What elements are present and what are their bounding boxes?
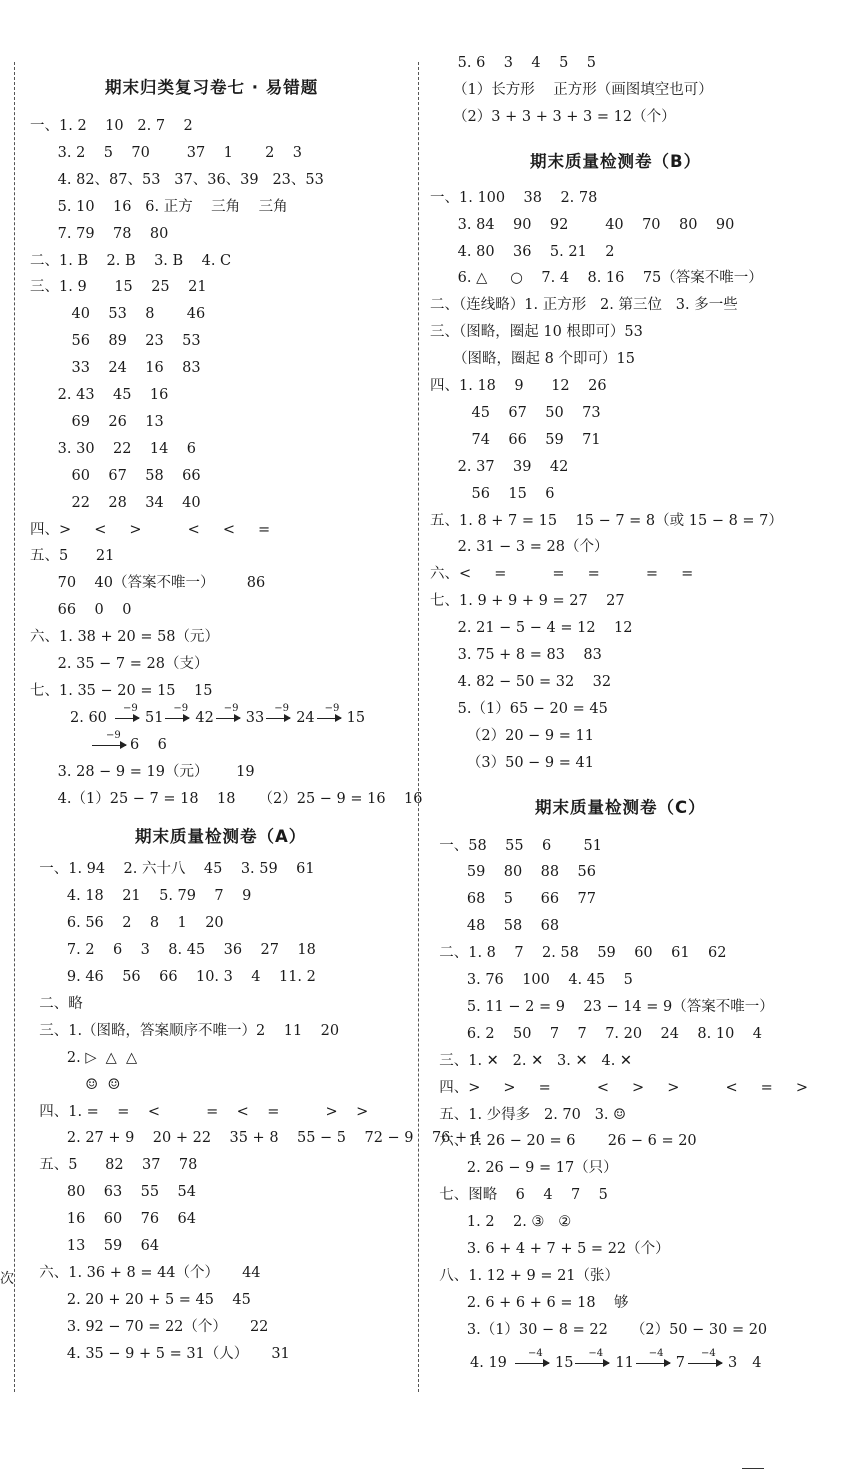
chain1-step-label: −9 — [106, 729, 121, 741]
answer-line: 三、1.（图略，答案顺序不唯一）2 11 20 — [30, 1022, 340, 1039]
chain1-value: 51 — [145, 709, 164, 726]
answer-line: 八、1. 12 + 9 = 21（张） — [430, 1267, 620, 1284]
answer-line: 33 24 16 83 — [30, 360, 201, 377]
answer-line: 22 28 34 40 — [30, 494, 201, 511]
answer-line: 5.（1）65 − 20 = 45 — [430, 700, 608, 717]
chain1-step-label: −9 — [223, 702, 239, 714]
chain2-value: 11 — [615, 1354, 634, 1371]
answer-line: 3. 75 + 8 = 83 83 — [430, 647, 602, 663]
answer-line: 五、5 21 — [30, 548, 115, 565]
chain1-step-label: −9 — [123, 702, 138, 714]
answer-line: 66 0 0 — [30, 602, 132, 619]
answer-line: 56 89 23 53 — [30, 333, 201, 350]
chain1-step-label: −9 — [173, 702, 189, 714]
answer-line: 3. 2 5 70 37 1 2 3 — [30, 144, 303, 161]
chain2-value: 15 — [555, 1354, 574, 1371]
answer-line: 70 40（答案不唯一） 86 — [30, 575, 266, 592]
left-column — [30, 56, 481, 1396]
chain2-step-label: −4 — [528, 1347, 543, 1359]
answer-line: 3.（1）30 − 8 = 22 （2）50 − 30 = 20 — [430, 1321, 768, 1338]
chain1-value: 2. 60 — [70, 709, 107, 726]
chain2-value: 4. 19 — [470, 1354, 507, 1371]
chain1-value: 33 — [245, 709, 265, 726]
answer-line: 2. 6 + 6 + 6 = 18 够 — [430, 1294, 629, 1311]
answer-line: 7. 79 78 80 — [30, 225, 169, 242]
chain2-arrow — [636, 1363, 670, 1364]
column-divider-line — [418, 62, 419, 1392]
answer-line: 3. 28 − 9 = 19（元） 19 — [30, 763, 255, 780]
answer-line: 二、1. 8 7 2. 58 59 60 61 62 — [430, 945, 727, 962]
answer-line: 6. △ ○ 7. 4 8. 16 75（答案不唯一） — [430, 270, 763, 287]
answer-line: 45 67 50 73 — [430, 404, 601, 421]
answer-line: 5. 6 3 4 5 5 — [430, 55, 596, 71]
section-title: 期末归类复习卷七 · 易错题 — [105, 78, 319, 97]
answer-line: 二、略 — [30, 995, 83, 1012]
answer-line: 3. 30 22 14 6 — [30, 440, 196, 457]
answer-line: 四、1. = = < = < = > > — [30, 1103, 369, 1120]
chain2-step-label: −4 — [701, 1347, 716, 1359]
answer-line: 80 63 55 54 — [30, 1184, 196, 1201]
answer-line: 一、1. 94 2. 六十八 45 3. 59 61 — [30, 861, 315, 878]
answer-line: （3）50 − 9 = 41 — [430, 754, 594, 771]
chain2-arrow — [575, 1363, 609, 1364]
chain1-value: 6 6 — [130, 736, 167, 753]
answer-line: 2. 21 − 5 − 4 = 12 12 — [430, 620, 633, 637]
answer-line: 69 26 13 — [30, 413, 164, 430]
answer-line: 三、（图略，圈起 10 根即可）53 — [430, 324, 643, 341]
answer-line: 六、1. 38 + 20 = 58（元） — [30, 629, 220, 646]
chain2-step-label: −4 — [648, 1347, 664, 1359]
answer-line: 3. 92 − 70 = 22（个） 22 — [30, 1318, 269, 1335]
answer-line: 五、1. 8 + 7 = 15 15 − 7 = 8（或 15 − 8 = 7） — [430, 512, 783, 529]
answer-line: 4. 80 36 5. 21 2 — [430, 243, 615, 260]
answer-line: 68 5 66 77 — [430, 891, 596, 908]
left-margin-line — [14, 62, 15, 1392]
answer-line: 7. 2 6 3 8. 45 36 27 18 — [30, 942, 316, 959]
answer-line: 2. 37 39 42 — [430, 458, 569, 475]
answer-line: 2. 26 − 9 = 17（只） — [430, 1160, 618, 1177]
chain1-arrow — [216, 718, 240, 719]
chain2-value: 4 — [752, 1354, 762, 1371]
chain2-step-label: −4 — [588, 1347, 604, 1359]
answer-line: 六、1. 26 − 20 = 6 26 − 6 = 20 — [430, 1133, 697, 1150]
answer-line: 六、< = = = = = — [430, 566, 694, 583]
chain1-arrow — [92, 745, 126, 746]
answer-line: 4. 35 − 9 + 5 = 31（人） 31 — [30, 1345, 290, 1362]
answer-line: 4.（1）25 − 7 = 18 18 （2）25 − 9 = 16 16 — [30, 790, 423, 807]
answer-line: 3. 84 90 92 40 70 80 90 — [430, 216, 735, 233]
answer-line: 2. 35 − 7 = 28（支） — [30, 656, 209, 672]
answer-line: 74 66 59 71 — [430, 431, 601, 448]
answer-line: 三、1. ✕ 2. ✕ 3. ✕ 4. ✕ — [430, 1052, 633, 1069]
section-title: 期末质量检测卷（A） — [135, 827, 307, 847]
answer-line: 一、58 55 6 51 — [430, 837, 602, 854]
chain2-arrow — [688, 1363, 722, 1364]
section-title: 期末质量检测卷（B） — [530, 151, 702, 171]
answer-line: （1）长方形 正方形（画图填空也可） — [430, 81, 713, 98]
chain1-arrow — [266, 718, 290, 719]
answer-line: （2）3 + 3 + 3 + 3 = 12（个） — [430, 108, 676, 125]
answer-line: 七、图略 6 4 7 5 — [430, 1187, 608, 1204]
chain1-arrow — [115, 718, 139, 719]
answer-line: 59 80 88 56 — [430, 864, 596, 881]
answer-line: 4. 82、87、53 37、36、39 23、53 — [30, 171, 324, 188]
answer-line: 五、1. 少得多 2. 70 3. ☺ — [430, 1106, 627, 1123]
answer-line: 4. 18 21 5. 79 7 9 — [30, 888, 252, 905]
answer-line: 2. 31 − 3 = 28（个） — [430, 539, 609, 556]
answer-line: 2. 20 + 20 + 5 = 45 45 — [30, 1291, 251, 1308]
answer-line: （2）20 − 9 = 11 — [430, 727, 594, 744]
answer-line: （图略，圈起 8 个即可）15 — [430, 351, 635, 368]
answer-line: 3. 6 + 4 + 7 + 5 = 22（个） — [430, 1241, 670, 1257]
section-title: 期末质量检测卷（C） — [535, 797, 706, 817]
answer-line: 2. 43 45 16 — [30, 387, 169, 403]
answer-line: 4. 82 − 50 = 32 32 — [430, 673, 612, 690]
right-column — [430, 56, 838, 1396]
chain1-arrow — [317, 718, 341, 719]
chain1-step-label: −9 — [324, 702, 340, 714]
answer-line: 1. 2 2. ③ ② — [430, 1214, 572, 1231]
answer-line: 40 53 8 46 — [30, 306, 206, 323]
chain2-arrow — [515, 1363, 549, 1364]
answer-line: 9. 46 56 66 10. 3 4 11. 2 — [30, 969, 316, 985]
chain1-arrow — [165, 718, 189, 719]
answer-line: 五、5 82 37 78 — [30, 1157, 198, 1174]
answer-line: 二、（连线略）1. 正方形 2. 第三位 3. 多一些 — [430, 297, 738, 314]
answer-line: 3. 76 100 4. 45 5 — [430, 972, 633, 988]
edge-character: 次 — [0, 1271, 14, 1287]
answer-line: 2. 27 + 9 20 + 22 35 + 8 55 − 5 72 − 9 76 + 4 — [30, 1130, 481, 1147]
answer-line: 三、1. 9 15 25 21 — [30, 279, 207, 296]
answer-line: 13 59 64 — [30, 1238, 160, 1254]
answer-line: 6. 56 2 8 1 20 — [30, 915, 224, 932]
answer-line: 6. 2 50 7 7 7. 20 24 8. 10 4 — [430, 1025, 762, 1042]
chain1-value: 24 — [296, 709, 315, 726]
answer-line: 六、1. 36 + 8 = 44（个） 44 — [30, 1264, 261, 1281]
answer-line: 56 15 6 — [430, 485, 555, 502]
answer-line: 16 60 76 64 — [30, 1211, 196, 1228]
chain2-value: 7 — [675, 1354, 686, 1371]
answer-line: 一、1. 2 10 2. 7 2 — [30, 118, 193, 134]
answer-line: 四、1. 18 9 12 26 — [430, 378, 607, 394]
answer-line: 四、> < > < < = — [30, 521, 271, 538]
answer-line: 5. 11 − 2 = 9 23 − 14 = 9（答案不唯一） — [430, 998, 774, 1015]
answer-line: 一、1. 100 38 2. 78 — [430, 189, 598, 206]
answer-line: 七、1. 35 − 20 = 15 15 — [30, 682, 213, 699]
answer-line: 七、1. 9 + 9 + 9 = 27 27 — [430, 593, 625, 610]
answer-line: 2. ▷ △ △ — [30, 1049, 138, 1066]
answer-line: 二、1. B 2. B 3. B 4. C — [30, 252, 232, 269]
footer-line — [742, 1468, 764, 1469]
answer-line: 四、> > = < > > < = > — [430, 1079, 809, 1096]
answer-line: 5. 10 16 6. 正方 三角 三角 — [30, 198, 288, 215]
answer-line: 60 67 58 66 — [30, 467, 201, 484]
chain2-value: 3 — [728, 1354, 738, 1371]
chain1-value: 42 — [195, 709, 214, 726]
answer-line: ☺ ☺ — [30, 1076, 121, 1093]
chain1-step-label: −9 — [274, 702, 289, 714]
answer-line: 48 58 68 — [430, 918, 560, 935]
chain1-value: 15 — [346, 709, 366, 726]
